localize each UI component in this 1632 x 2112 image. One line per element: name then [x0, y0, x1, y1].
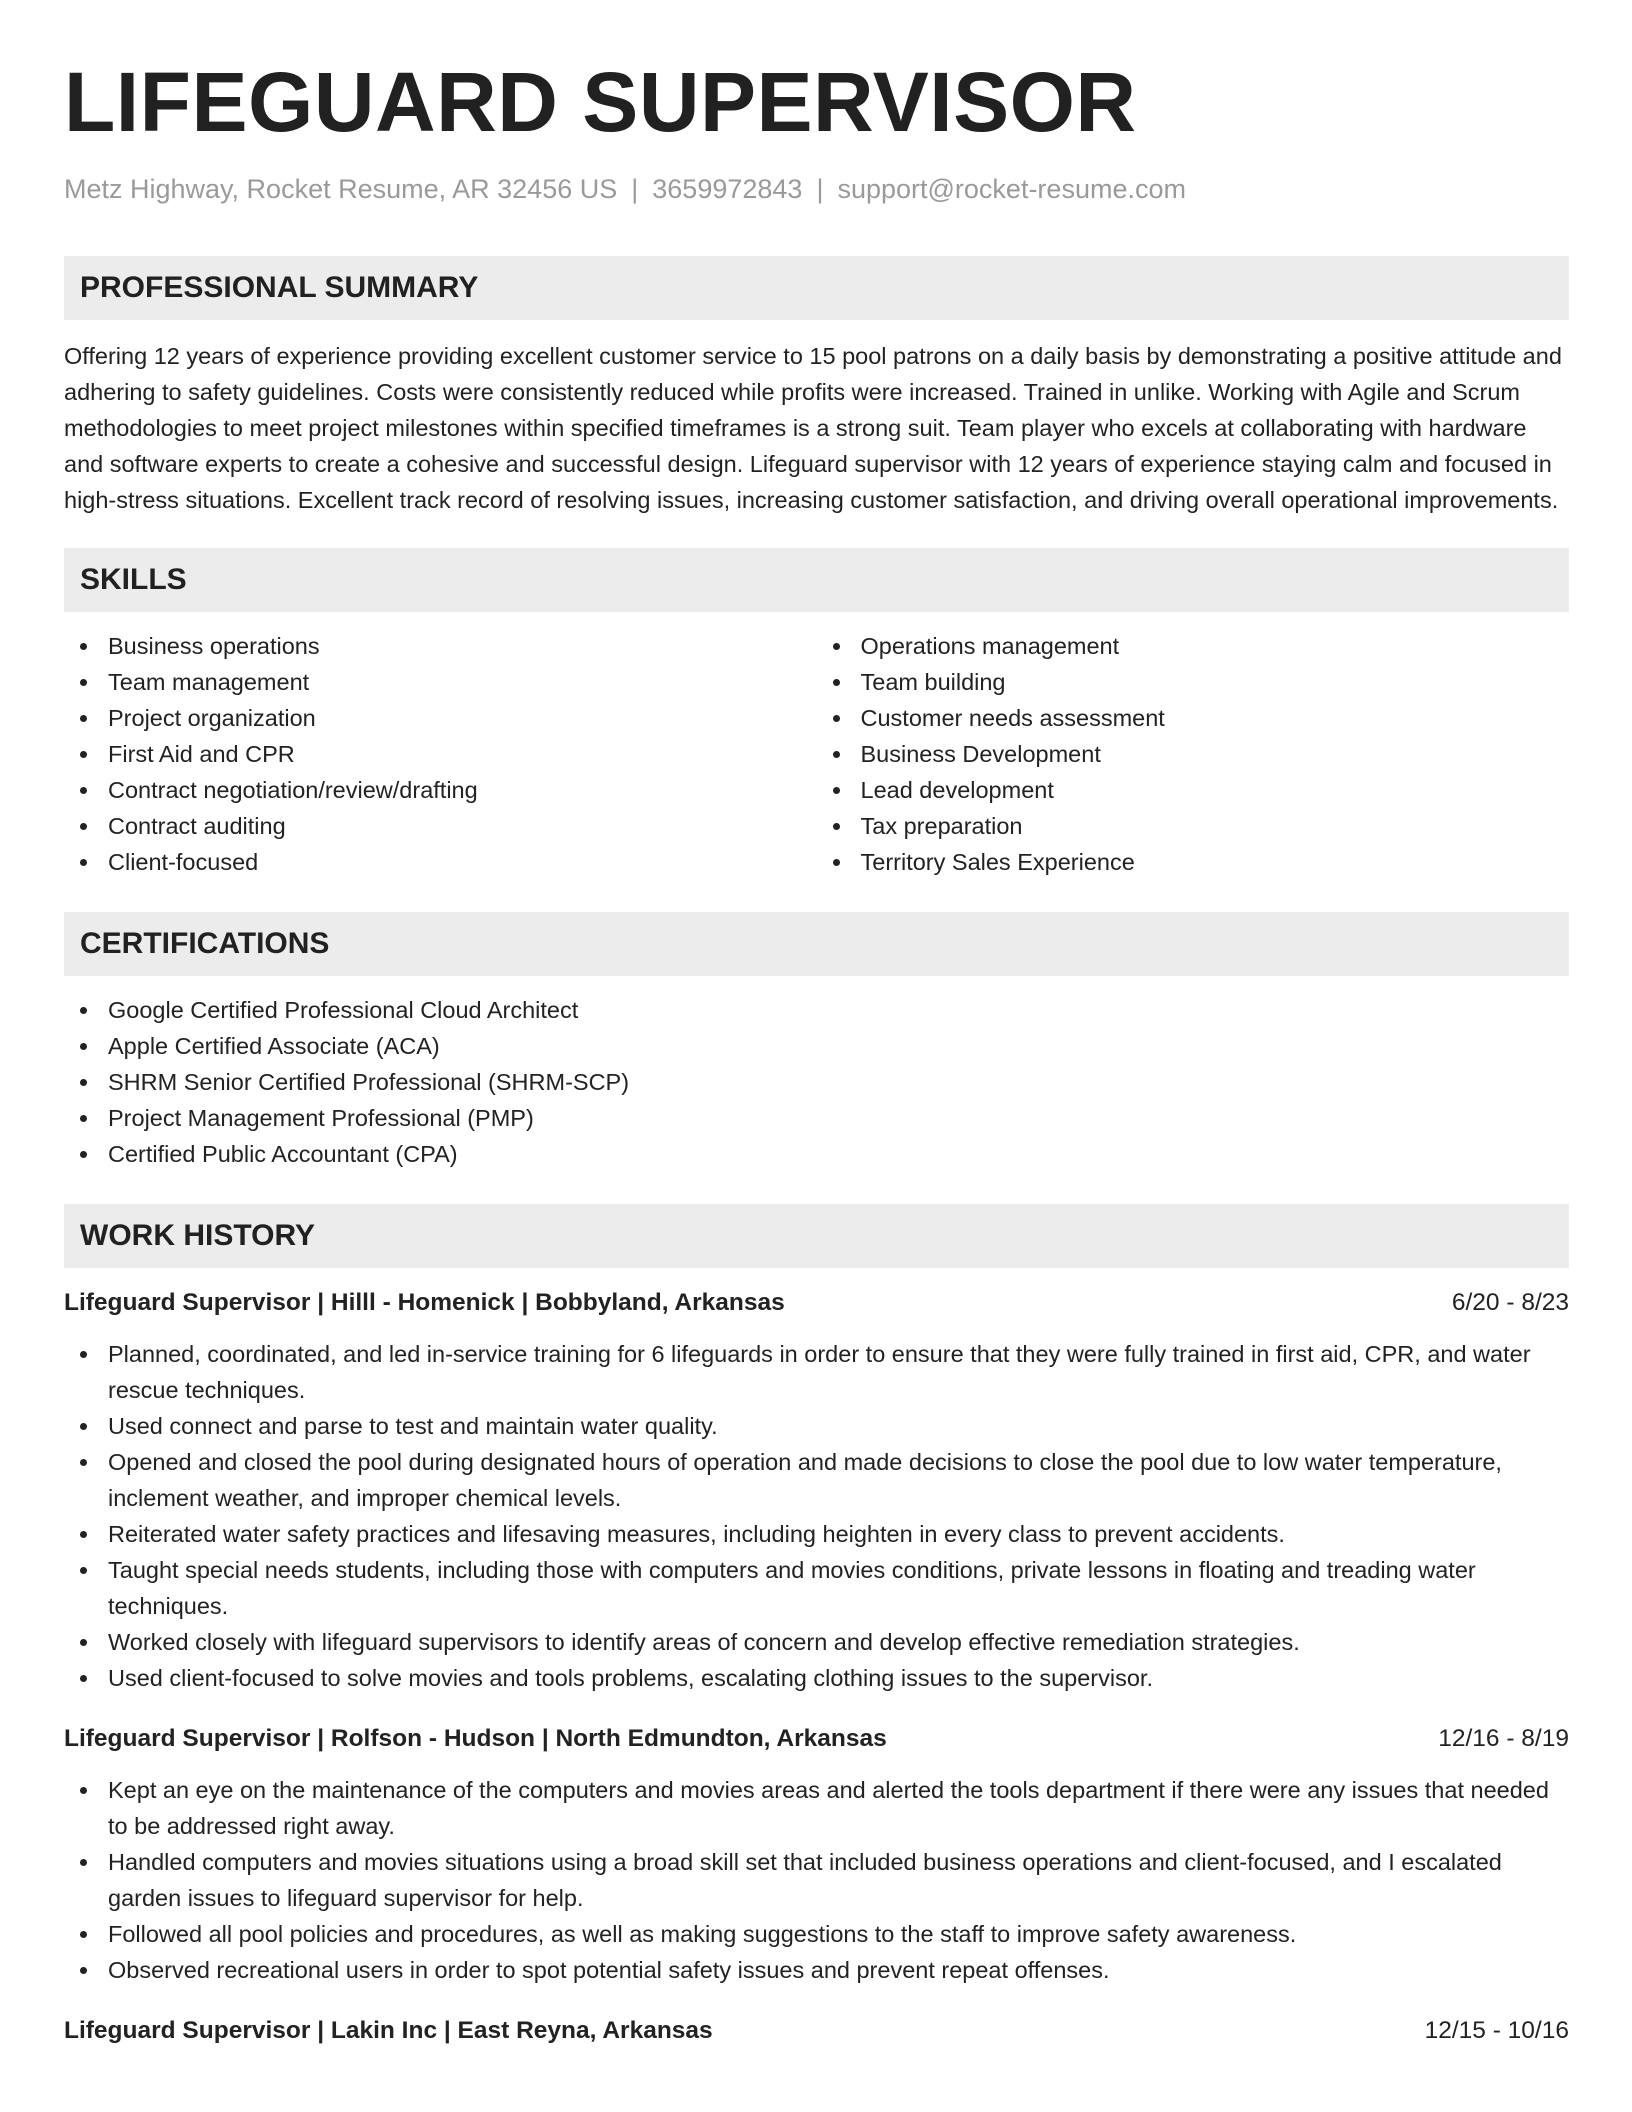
job-bullet: Worked closely with lifeguard supervisors to identify areas of concern and develop effective remediation strategies.: [64, 1624, 1569, 1660]
section-heading-skills: SKILLS: [64, 548, 1569, 612]
job-dates: 6/20 - 8/23: [1451, 1289, 1569, 1316]
skill-item: Tax preparation: [817, 808, 1570, 844]
certification-item: Certified Public Accountant (CPA): [64, 1136, 1569, 1172]
contact-line: [64, 172, 1569, 206]
job-entry: [64, 2014, 1569, 2048]
job-title: Lifeguard Supervisor | Rolfson - Hudson | North Edmundton, Arkansas: [64, 1725, 887, 1752]
skill-item: Customer needs assessment: [817, 700, 1570, 736]
skill-item: Operations management: [817, 628, 1570, 664]
job-header: [64, 2014, 1569, 2048]
certification-item: Google Certified Professional Cloud Architect: [64, 992, 1569, 1028]
skill-item: Contract negotiation/review/drafting: [64, 772, 817, 808]
skill-item: Project organization: [64, 700, 817, 736]
job-dates: 12/15 - 10/16: [1424, 2017, 1569, 2044]
skills-list-right: [817, 628, 1570, 880]
skill-item: Lead development: [817, 772, 1570, 808]
skills-columns: [64, 628, 1569, 880]
job-title: Lifeguard Supervisor | Hilll - Homenick | Bobbyland, Arkansas: [64, 1289, 785, 1316]
job-bullet: Kept an eye on the maintenance of the computers and movies areas and alerted the tools department if there were any issues that needed to be addressed right away.: [64, 1772, 1569, 1844]
skill-item: Client-focused: [64, 844, 817, 880]
job-entry: [64, 1722, 1569, 1988]
contact-phone[interactable]: 3659972843: [652, 174, 803, 204]
job-bullet: Followed all pool policies and procedures, as well as making suggestions to the staff to improve safety awareness.: [64, 1916, 1569, 1952]
job-bullet: Planned, coordinated, and led in-service training for 6 lifeguards in order to ensure that they were fully trained in first aid, CPR, and water rescue techniques.: [64, 1336, 1569, 1408]
contact-email[interactable]: support@rocket-resume.com: [837, 174, 1186, 204]
job-header: [64, 1722, 1569, 1756]
certifications-list: [64, 992, 1569, 1172]
job-bullet: Handled computers and movies situations using a broad skill set that included business operations and client-focused, and I escalated garden issues to lifeguard supervisor for help.: [64, 1844, 1569, 1916]
section-heading-work-history: WORK HISTORY: [64, 1204, 1569, 1268]
skills-list-left: [64, 628, 817, 880]
certifications-section: [64, 912, 1569, 1172]
section-heading-certifications: CERTIFICATIONS: [64, 912, 1569, 976]
job-title: Lifeguard Supervisor | Lakin Inc | East Reyna, Arkansas: [64, 2017, 713, 2044]
job-dates: 12/16 - 8/19: [1438, 1725, 1569, 1752]
job-bullets: [64, 1336, 1569, 1696]
skill-item: Team building: [817, 664, 1570, 700]
contact-separator: |: [631, 174, 639, 204]
work-history-section: [64, 1204, 1569, 2048]
skill-item: First Aid and CPR: [64, 736, 817, 772]
job-bullet: Opened and closed the pool during designated hours of operation and made decisions to close the pool due to low water temperature, inclement weather, and improper chemical levels.: [64, 1444, 1569, 1516]
skill-item: Team management: [64, 664, 817, 700]
certification-item: Apple Certified Associate (ACA): [64, 1028, 1569, 1064]
job-bullet: Taught special needs students, including those with computers and movies conditions, private lessons in floating and treading water techniques.: [64, 1552, 1569, 1624]
job-bullet: Used client-focused to solve movies and tools problems, escalating clothing issues to the supervisor.: [64, 1660, 1569, 1696]
job-header: [64, 1286, 1569, 1320]
skill-item: Business Development: [817, 736, 1570, 772]
job-bullet: Observed recreational users in order to spot potential safety issues and prevent repeat offenses.: [64, 1952, 1569, 1988]
professional-summary-section: [64, 256, 1569, 518]
skill-item: Territory Sales Experience: [817, 844, 1570, 880]
job-bullet: Used connect and parse to test and maintain water quality.: [64, 1408, 1569, 1444]
candidate-name: LIFEGUARD SUPERVISOR: [64, 55, 1137, 149]
job-bullet: Reiterated water safety practices and lifesaving measures, including heighten in every class to prevent accidents.: [64, 1516, 1569, 1552]
job-entry: [64, 1286, 1569, 1696]
certification-item: Project Management Professional (PMP): [64, 1100, 1569, 1136]
contact-address: Metz Highway, Rocket Resume, AR 32456 US: [64, 174, 618, 204]
contact-separator: |: [816, 174, 824, 204]
section-heading-summary: PROFESSIONAL SUMMARY: [64, 256, 1569, 320]
job-bullets: [64, 1772, 1569, 1988]
skills-section: [64, 548, 1569, 880]
summary-text: Offering 12 years of experience providing excellent customer service to 15 pool patrons on a daily basis by demonstrating a positive attitude and adhering to safety guidelines. Costs were consistently reduced while profits were increased. Trained in unlike. Working with Agile and Scrum methodologies to meet project milestones within specified timeframes is a strong suit. Team player who excels at collaborating with hardware and software experts to create a cohesive and successful design. Lifeguard supervisor with 12 years of experience staying calm and focused in high-stress situations. Excellent track record of resolving issues, increasing customer satisfaction, and driving overall operational improvements.: [64, 343, 1562, 513]
skill-item: Business operations: [64, 628, 817, 664]
certification-item: SHRM Senior Certified Professional (SHRM-SCP): [64, 1064, 1569, 1100]
skill-item: Contract auditing: [64, 808, 817, 844]
